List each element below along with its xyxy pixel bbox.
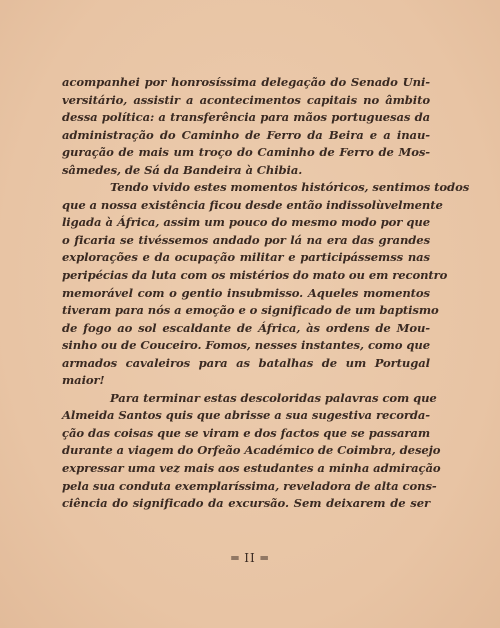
text-line: administração do Caminho de Ferro da Beira e a inau-: [62, 127, 430, 142]
text-line: ciência do significado da excursão. Sem deixarem de ser: [62, 496, 430, 511]
text-line: maior!: [62, 373, 105, 388]
text-line: Almeida Santos quis que abrisse a sua sugestiva recorda-: [62, 408, 430, 423]
text-line: expressar uma vez mais aos estudantes a minha admiração: [62, 461, 441, 476]
text-line: armados cavaleiros para as batalhas de um Portugal: [62, 355, 430, 370]
text-line: versitário, assistir a acontecimentos capitais no âmbito: [62, 92, 430, 107]
text-line: de fogo ao sol escaldante de África, às ordens de Mou-: [62, 320, 430, 335]
text-line: o ficaria se tivéssemos andado por lá na era das grandes: [62, 232, 430, 247]
text-line: guração de mais um troço do Caminho de Ferro de Mos-: [62, 145, 430, 160]
text-line: explorações e da ocupação militar e participássemss nas: [62, 250, 430, 265]
text-line: ção das coisas que se viram e dos factos que se passaram: [62, 425, 430, 440]
body-text: [62, 74, 470, 513]
text-line: que a nossa existência ficou desde então indissolùvelmente: [62, 197, 443, 212]
text-line: Tendo vivido estes momentos históricos, sentimos todos: [110, 180, 470, 195]
text-line: sinho ou de Couceiro. Fomos, nesses instantes, como que: [62, 338, 430, 353]
text-line: pela sua conduta exemplaríssima, reveladora de alta cons-: [62, 478, 437, 493]
text-line: tiveram para nós a emoção e o significado de um baptismo: [62, 303, 439, 318]
text-line: acompanhei por honrosíssima delegação do Senado Uni-: [62, 75, 430, 89]
page-number: ═ II ═: [231, 551, 269, 565]
text-line: durante a viagem do Orfeão Académico de Coimbra, desejo: [62, 443, 441, 458]
text-line: peripécias da luta com os mistérios do mato ou em recontro: [62, 268, 448, 283]
text-line: dessa política: a transferência para mãos portuguesas da: [62, 110, 430, 125]
text-line: ligada à África, assim um pouco do mesmo modo por que: [62, 215, 430, 230]
text-line: memorável com o gentio insubmisso. Aqueles momentos: [62, 285, 430, 300]
text-line: Para terminar estas descoloridas palavras com que: [110, 390, 437, 405]
text-line: sâmedes, de Sá da Bandeira à Chibia.: [62, 162, 303, 177]
